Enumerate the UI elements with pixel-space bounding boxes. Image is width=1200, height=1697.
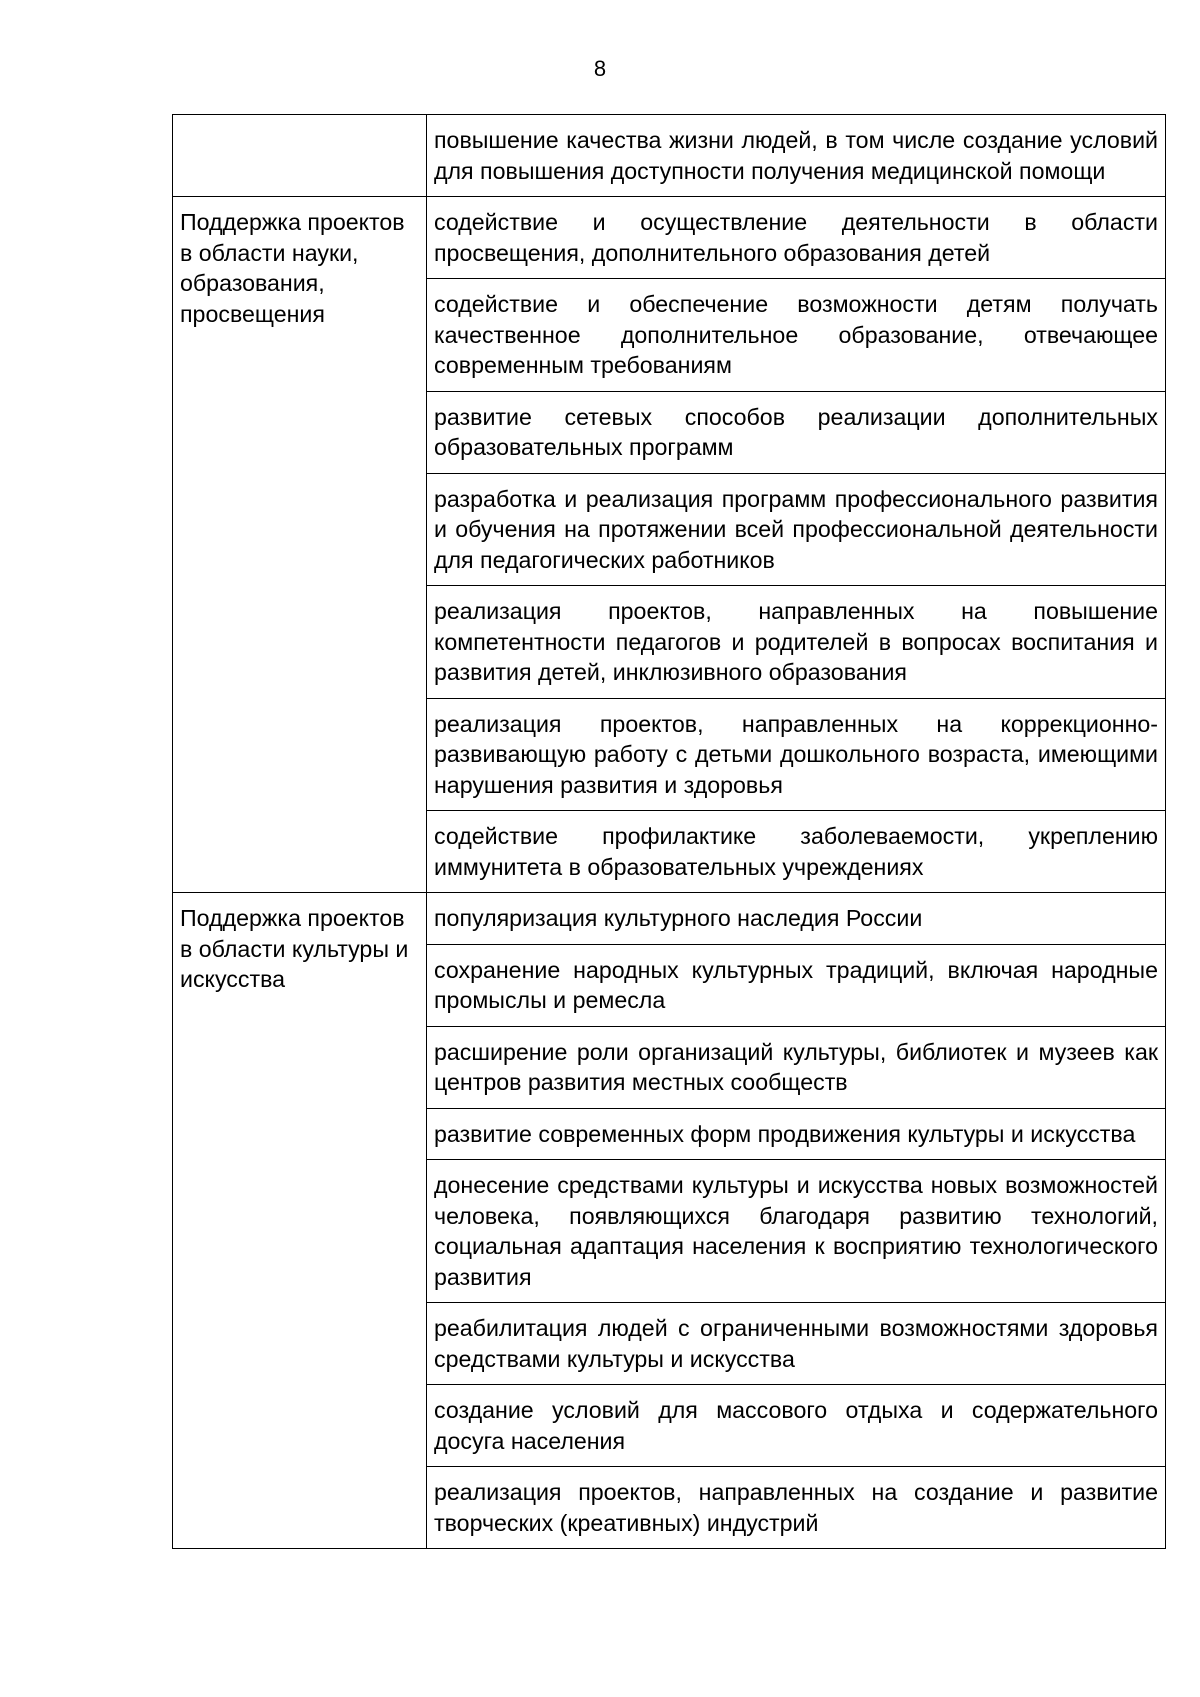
item-cell: развитие сетевых способов реализации дополнительных образовательных программ: [427, 391, 1166, 473]
category-cell: [173, 115, 427, 197]
document-table: [172, 114, 1166, 1549]
item-cell: донесение средствами культуры и искусства новых возможностей человека, появляющихся благодаря развитию технологий, социальная адаптация населения к восприятию технологического развития: [427, 1160, 1166, 1303]
item-cell: содействие профилактике заболеваемости, укреплению иммунитета в образовательных учреждениях: [427, 811, 1166, 893]
item-cell: повышение качества жизни людей, в том числе создание условий для повышения доступности получения медицинской помощи: [427, 115, 1166, 197]
item-cell: реализация проектов, направленных на коррекционно-развивающую работу с детьми дошкольного возраста, имеющими нарушения развития и здоровья: [427, 698, 1166, 811]
item-cell: реализация проектов, направленных на повышение компетентности педагогов и родителей в вопросах воспитания и развития детей, инклюзивного образования: [427, 586, 1166, 699]
item-cell: расширение роли организаций культуры, библиотек и музеев как центров развития местных сообществ: [427, 1026, 1166, 1108]
item-cell: содействие и обеспечение возможности детям получать качественное дополнительное образование, отвечающее современным требованиям: [427, 279, 1166, 392]
category-cell: Поддержка проектов в области науки, образования, просвещения: [173, 197, 427, 893]
item-cell: содействие и осуществление деятельности в области просвещения, дополнительного образования детей: [427, 197, 1166, 279]
page-number: 8: [593, 56, 607, 81]
category-cell: Поддержка проектов в области культуры и искусства: [173, 893, 427, 1549]
item-cell: сохранение народных культурных традиций, включая народные промыслы и ремесла: [427, 944, 1166, 1026]
item-cell: популяризация культурного наследия России: [427, 893, 1166, 945]
item-cell: реабилитация людей с ограниченными возможностями здоровья средствами культуры и искусства: [427, 1303, 1166, 1385]
table-body: [173, 115, 1166, 1549]
item-cell: разработка и реализация программ профессионального развития и обучения на протяжении всей профессиональной деятельности для педагогических работников: [427, 473, 1166, 586]
item-cell: реализация проектов, направленных на создание и развитие творческих (креативных) индустрий: [427, 1467, 1166, 1549]
table-row: [173, 893, 1166, 945]
item-cell: создание условий для массового отдыха и содержательного досуга населения: [427, 1385, 1166, 1467]
item-cell: развитие современных форм продвижения культуры и искусства: [427, 1108, 1166, 1160]
table-row: [173, 115, 1166, 197]
table-row: [173, 197, 1166, 279]
